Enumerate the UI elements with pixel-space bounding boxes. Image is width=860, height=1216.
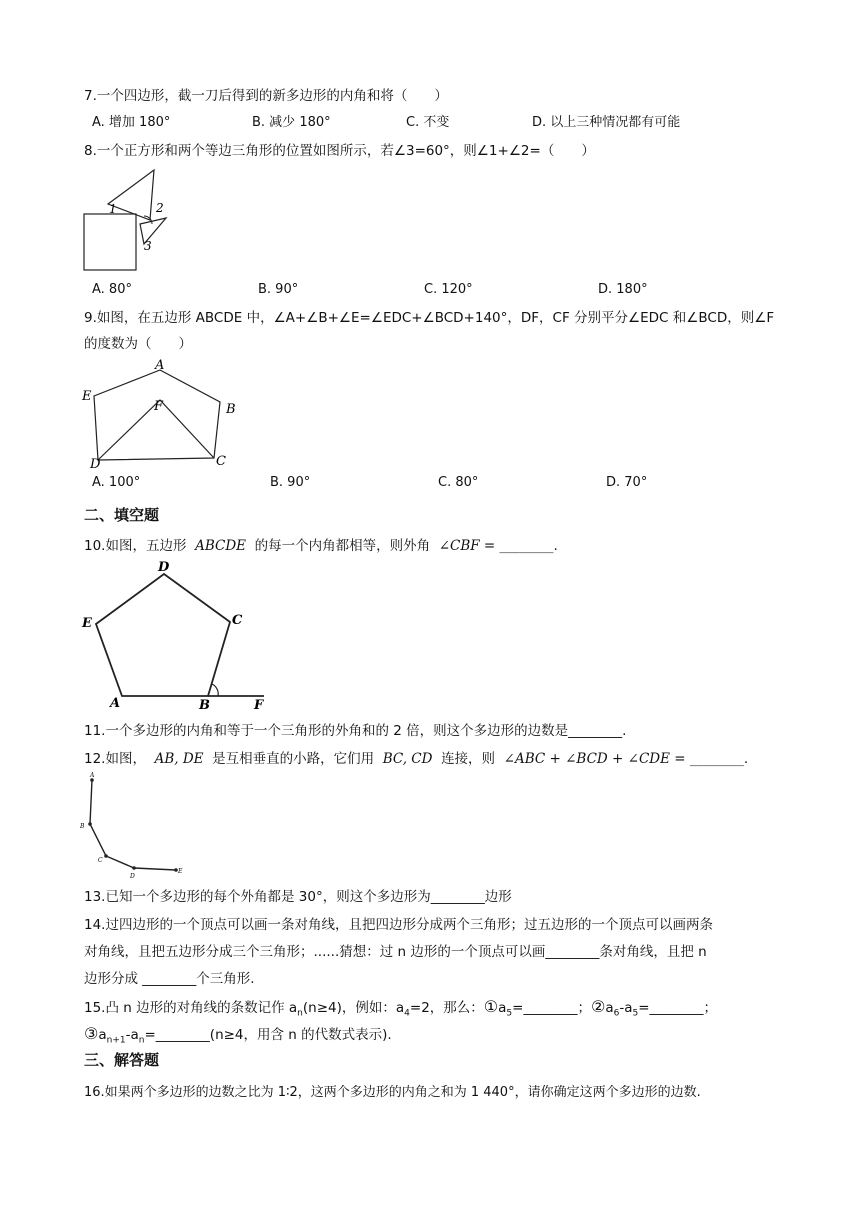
point-a-label: A <box>90 772 95 779</box>
q12-figure <box>78 770 188 880</box>
q15-p2-sub1: 6 <box>613 1008 620 1019</box>
q10-angle-math: ∠CBF = ________ <box>438 538 554 554</box>
vertex-a-label: A <box>110 696 121 710</box>
point-f-label: F <box>154 399 164 414</box>
q15-p2-sub2: 5 <box>632 1008 639 1019</box>
q9-option-d: D. 70° <box>606 475 648 490</box>
q11-stem: 11.一个多边形的内角和等于一个三角形的外角和的 2 倍，则这个多边形的边数是________. <box>84 723 627 739</box>
q10-stem-prefix: 10.如图，五边形 <box>84 538 187 554</box>
q8-stem: 8.一个正方形和两个等边三角形的位置如图所示，若∠3=60°，则∠1+∠2=（ ） <box>84 143 595 159</box>
q10-stem-mid: 的每一个内角都相等，则外角 <box>254 538 431 554</box>
q10-stem <box>84 536 558 556</box>
q7-option-d: D. 以上三种情况都有可能 <box>532 115 681 130</box>
q15-circle-2: ② <box>590 997 606 1016</box>
q12-stem-prefix: 12.如图， <box>84 751 146 767</box>
regular-pentagon-shape <box>96 574 230 696</box>
section-fill-in-title: 二、填空题 <box>84 506 160 524</box>
q10-figure <box>78 556 278 710</box>
q9-option-b: B. 90° <box>270 475 311 490</box>
vertex-c-label: C <box>216 454 226 469</box>
point-f-label: F <box>254 698 264 710</box>
q13-stem: 13.已知一个多边形的每个外角都是 30°，则这个多边形为________边形 <box>84 889 512 905</box>
q15-p1-sub: 5 <box>506 1008 513 1019</box>
q15-p2-mid: -a <box>619 1000 633 1016</box>
vertex-d-label: D <box>158 560 170 575</box>
q15-text-a: 15.凸 n 边形的对角线的条数记作 a <box>84 1000 298 1016</box>
vertex-d-label: D <box>90 457 101 472</box>
point-b-label: B <box>80 823 85 830</box>
q15-circle-3: ③ <box>84 1024 99 1043</box>
q15-text-b: (n≥4)，例如：a <box>302 1000 405 1016</box>
q14-line2: 对角线，且把五边形分成三个三角形；......猜想：过 n 边形的一个顶点可以画________条对角线，且把 n <box>84 944 707 960</box>
q15-sub-4: 4 <box>404 1008 410 1019</box>
q16-stem: 16.如果两个多边形的边数之比为 1∶2，这两个多边形的内角之和为 1 440°，请你确定这两个多边形的边数. <box>84 1085 701 1100</box>
angle-2-label: 2 <box>156 201 164 215</box>
q15-p1-blank: =________； <box>512 1000 591 1016</box>
vertex-b-label: B <box>199 698 210 710</box>
vertex-e-label: E <box>82 389 92 404</box>
point-c-label: C <box>98 857 103 864</box>
q12-angle-sum-math: ∠ABC + ∠BCD + ∠CDE = ________ <box>503 751 744 767</box>
path-abcde <box>90 780 176 870</box>
angle-3-label: 3 <box>144 239 152 253</box>
vertex-b-label: B <box>226 402 236 417</box>
q15-p1-a: a <box>498 1000 507 1016</box>
q15-line1 <box>84 997 717 1024</box>
pentagon-abcde-shape <box>94 370 220 460</box>
q9-figure <box>76 356 248 472</box>
q8-option-b: B. 90° <box>258 282 299 297</box>
q9-option-a: A. 100° <box>92 475 141 490</box>
q15-p2-blank: =________； <box>638 1000 718 1016</box>
q8-option-a: A. 80° <box>92 282 132 297</box>
q8-option-d: D. 180° <box>598 282 648 297</box>
section-solve-title: 三、解答题 <box>84 1051 160 1069</box>
q15-p2-a: a <box>605 1000 614 1016</box>
q12-stem-mid: 是互相垂直的小路，它们用 <box>212 751 375 767</box>
q8-option-c: C. 120° <box>424 282 473 297</box>
q9-stem-line1: 9.如图，在五边形 ABCDE 中，∠A+∠B+∠E=∠EDC+∠BCD+140°，DF，CF 分别平分∠EDC 和∠BCD，则∠F <box>84 310 775 326</box>
q12-paths-math: AB, DE <box>154 751 204 767</box>
vertex-a-label: A <box>155 358 165 373</box>
vertex-c-label: C <box>232 613 243 628</box>
q9-option-c: C. 80° <box>438 475 479 490</box>
q7-option-a: A. 增加 180° <box>92 115 171 130</box>
q15-p3-blank: =________(n≥4，用含 n 的代数式表示). <box>144 1027 392 1043</box>
q15-sub-n: n <box>297 1008 303 1019</box>
q12-connectors-math: BC, CD <box>382 751 433 767</box>
q14-line1: 14.过四边形的一个顶点可以画一条对角线，且把四边形分成两个三角形；过五边形的一个顶点可以画两条 <box>84 917 713 933</box>
q10-stem-end: . <box>553 538 558 554</box>
q15-text-c: =2，那么： <box>409 1000 484 1016</box>
exterior-angle-arc <box>212 684 218 696</box>
q12-stem <box>84 749 748 769</box>
q15-p3-mid: -a <box>125 1027 139 1043</box>
q15-circle-1: ① <box>483 997 499 1016</box>
q10-pentagon-math: ABCDE <box>195 538 247 554</box>
q15-p3-a: a <box>98 1027 107 1043</box>
q15-p3-sub1: n+1 <box>106 1035 126 1046</box>
point-d-label: D <box>130 873 135 880</box>
point-e-label: E <box>178 868 183 875</box>
q12-stem-end: . <box>743 751 749 767</box>
q15-p3-sub2: n <box>138 1035 145 1046</box>
q7-stem: 7.一个四边形，截一刀后得到的新多边形的内角和将（ ） <box>84 88 448 104</box>
q7-option-c: C. 不变 <box>406 115 450 130</box>
q8-figure <box>80 166 170 276</box>
q9-stem-line2: 的度数为（ ） <box>84 336 192 352</box>
vertex-e-label: E <box>82 616 92 631</box>
angle-1-label: 1 <box>109 202 117 216</box>
q12-stem-mid2: 连接，则 <box>441 751 496 767</box>
q15-line2 <box>84 1024 392 1051</box>
q7-option-b: B. 减少 180° <box>252 115 331 130</box>
square-shape <box>84 214 136 270</box>
q14-line3: 边形分成 ________个三角形. <box>84 971 255 987</box>
